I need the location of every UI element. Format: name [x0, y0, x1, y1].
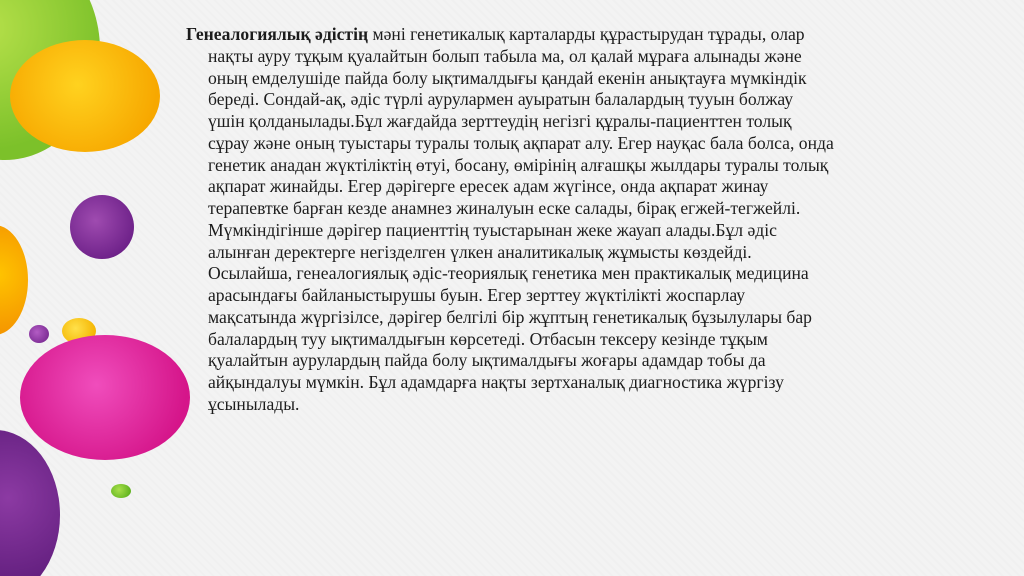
decorative-purple-circle — [70, 195, 134, 259]
decorative-orange-circle-left — [0, 225, 28, 335]
paragraph-body: мәні генетикалық карталарды құрастырудан тұрады, олар нақты ауру тұқым қуалайтын болып табыла ма, ол қалай мұрағa алынады және оның емделушіде пайда болу ықтималдығы қандай екенін анықтауға мүмкіндік береді. Сондай-ақ, әдіс түрлі аурулармен ауыратын балалардың тууын болжау үшін қолданылады.Бұл жағдайда зерттеудің негізгі құралы-пациенттен толық сұрау және оның туыстары туралы толық ақпарат алу. Егер науқас бала болса, онда генетик анадан жүктіліктің өтуі, босану, өмірінің алғашқы жылдары туралы толық ақпарат жинайды. Егер дәрігерге ересек адам жүгінсе, онда ақпарат жинау терапевтке барған кезде анамнез жиналуын еске салады, бірақ егжей-тегжейлі. Мүмкіндігінше дәрігер пациенттің туыстарынан жеке жауап алады.Бұл әдіс алынған деректерге негізделген үлкен аналитикалық жұмысты көздейді. Осылайша, генеалогиялық әдіс-теориялық генетика мен практикалық медицина арасындағы байланыстырушы буын. Егер зерттеу жүктілікті жоспарлау мақсатында жүргізілсе, дәрігер белгілі бір жұптың генетикалық бұзылулары бар балалардың туу ықтималдығын көрсетеді. Отбасын тексеру кезінде тұқым қуалайтын аурулардың пайда болу ықтималдығы жоғары адамдар тобы да айқындалуы мүмкін. Бұл адамдарға нақты зертханалық диагностика жүргізу ұсынылады. — [208, 24, 834, 414]
decorative-green-dot — [111, 484, 131, 498]
decorative-magenta-circle — [20, 335, 190, 460]
decorative-purple-circle-bottom — [0, 430, 60, 576]
decorative-orange-circle — [10, 40, 160, 152]
body-text-block — [186, 24, 834, 416]
decorative-purple-dot — [29, 325, 49, 343]
paragraph-lead-term: Генеалогиялық әдістің — [186, 24, 369, 44]
body-paragraph — [186, 24, 834, 416]
